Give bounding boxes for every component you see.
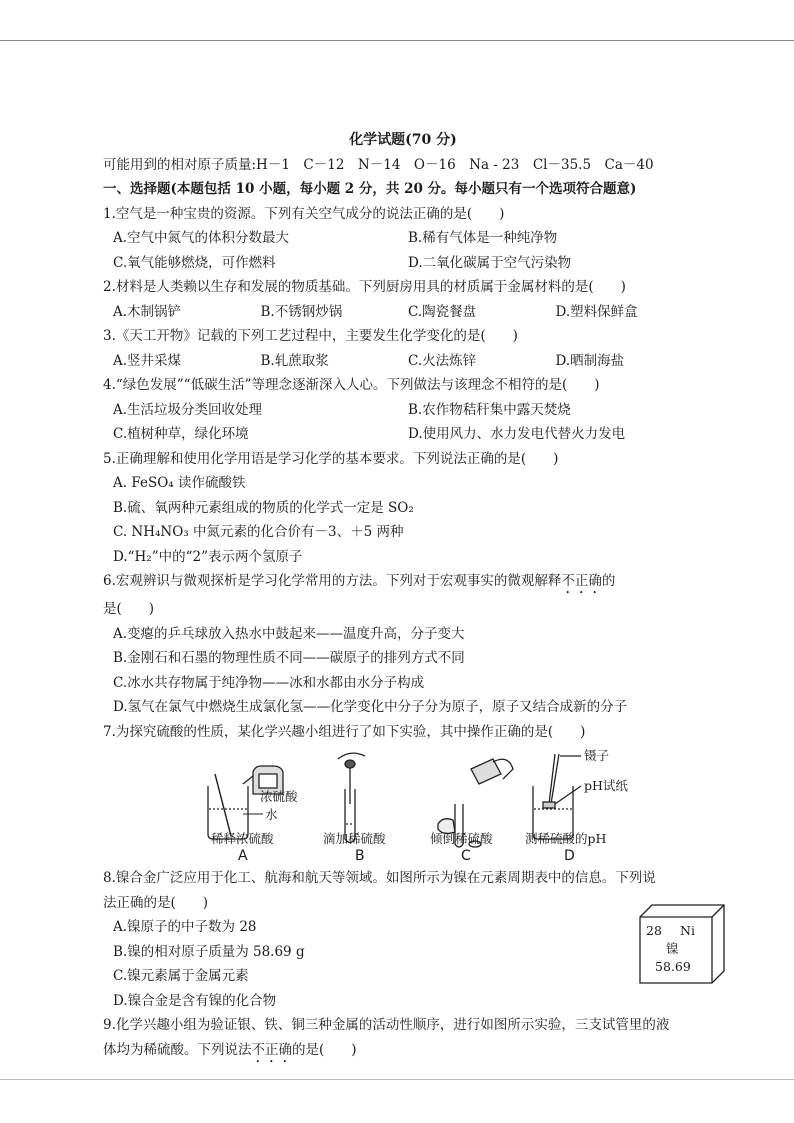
experiment-diagram (103, 744, 703, 866)
element-cell (638, 903, 728, 994)
question-3-stem: 3.《天工开物》记载的下列工艺过程中，主要发生化学变化的是( ) (103, 328, 518, 344)
question-6-stem-2: 是( ) (103, 601, 155, 617)
question-3-options (103, 349, 703, 374)
exam-page (103, 128, 703, 1066)
question-5-stem: 5.正确理解和使用化学用语是学习化学的基本要求。下列说法正确的是( ) (103, 450, 559, 467)
option-d: D.氢气在氯气中燃烧生成氯化氢——化学变化中分子分为原子，原子又结合成新的分子 (113, 699, 628, 715)
question-6-stem (103, 569, 703, 597)
option-d: D.使用风力、水力发电代替火力发电 (408, 426, 626, 442)
option-b: B.金刚石和石墨的物理性质不同——碳原子的排列方式不同 (113, 650, 465, 666)
option-a: A.木制锅铲 (113, 303, 182, 320)
option-a: A.空气中氮气的体积分数最大 (113, 230, 290, 246)
top-rule (0, 40, 794, 41)
question-9-stem: 9.化学兴趣小组为验证银、铁、铜三种金属的活动性顺序，进行如图所示实验，三支试管里的液 (103, 1017, 670, 1033)
element-mass: 58.69 (655, 958, 691, 974)
question-4-options-2 (103, 422, 703, 447)
letter-a: A (238, 848, 248, 864)
option-a: A. FeSO₄ 读作硫酸铁 (113, 475, 246, 491)
question-8-stem-2: 法正确的是( ) (103, 894, 209, 911)
option-c: C.冰水共存物属于纯净物——冰和水都由水分子构成 (113, 674, 425, 691)
question-2-stem: 2.材料是人类赖以生存和发展的物质基础。下列厨房用具的材质属于金属材料的是( ) (103, 279, 626, 295)
letter-d: D (564, 848, 575, 864)
question-2-options (103, 300, 703, 325)
stem-text: 6.宏观辨识与微观探析是学习化学常用的方法。下列对于宏观事实的微观解释 (103, 573, 562, 589)
option-c: C.陶瓷餐盘 (408, 303, 477, 320)
option-c: C.火法炼锌 (408, 352, 477, 369)
element-number: 28 (646, 922, 662, 938)
question-4-stem: 4.“绿色发展”“低碳生活”等理念逐渐深入人心。下列做法与该理念不相符的是( ) (103, 377, 600, 393)
section-heading: 一、选择题(本题包括 10 小题，每小题 2 分，共 20 分。每小题只有一个选项符合题意) (103, 181, 637, 197)
label-ph-paper: pH试纸 (584, 778, 628, 793)
question-1-options (103, 226, 703, 251)
option-c: C.植树种草，绿化环境 (113, 426, 249, 442)
stem-text-end: 的是( ) (292, 1041, 357, 1058)
option-a: A.生活垃圾分类回收处理 (113, 401, 263, 418)
caption-a: 稀释浓硫酸 (211, 831, 274, 846)
question-1-options-2 (103, 251, 703, 276)
element-name: 镍 (666, 940, 679, 956)
caption-c: 倾倒稀硫酸 (430, 831, 493, 846)
question-9-stem-2 (103, 1038, 703, 1066)
stem-text: 体均为稀硫酸。下列说法 (103, 1041, 252, 1058)
option-b: B.镍的相对原子质量为 58.69 g (113, 943, 305, 960)
option-b: B.轧蔗取浆 (260, 352, 329, 369)
question-8-stem: 8.镍合金广泛应用于化工、航海和航天等领域。如图所示为镍在元素周期表中的信息。下列说 (103, 870, 656, 886)
option-b: B.硫、氧两种元素组成的物质的化学式一定是 SO₂ (113, 499, 414, 516)
option-d: D.晒制海盐 (555, 352, 625, 369)
element-symbol: Ni (680, 922, 695, 938)
option-c: C.镍元素属于金属元素 (113, 968, 249, 984)
label-acid: 浓硫酸 (260, 789, 298, 804)
option-d: D.镍合金是含有镍的化合物 (113, 992, 277, 1009)
option-c: C. NH₄NO₃ 中氮元素的化合价有－3、＋5 两种 (113, 524, 404, 540)
option-b: B.不锈钢炒锅 (260, 303, 343, 320)
label-water: 水 (265, 807, 278, 822)
emphasis-text: 不正确 (561, 573, 602, 589)
letter-b: B (355, 848, 365, 864)
emphasis-text: 不正确 (251, 1041, 292, 1058)
question-8-body (103, 891, 703, 1014)
caption-b: 滴加稀硫酸 (323, 831, 386, 846)
experiment-figure (103, 744, 703, 866)
question-1-stem: 1.空气是一种宝贵的资源。下列有关空气成分的说法正确的是( ) (103, 205, 505, 222)
caption-d: 测稀硫酸的pH (525, 831, 607, 846)
option-b: B.稀有气体是一种纯净物 (408, 230, 558, 246)
question-4-options (103, 398, 703, 423)
atomic-mass-note: 可能用到的相对原子质量:H－1 C－12 N－14 O－16 Na - 23 Cl－35.5 Ca－40 (103, 156, 654, 173)
option-c: C.氧气能够燃烧，可作燃料 (113, 254, 276, 271)
option-a: A.镍原子的中子数为 28 (113, 919, 257, 935)
option-b: B.农作物秸秆集中露天焚烧 (408, 401, 571, 418)
page-title: 化学试题(70 分) (349, 132, 457, 148)
option-d: D.“H₂”中的“2”表示两个氢原子 (113, 548, 303, 565)
label-tweezers: 镊子 (584, 748, 610, 763)
question-7-stem: 7.为探究硫酸的性质，某化学兴趣小组进行了如下实验，其中操作正确的是( ) (103, 723, 586, 740)
option-a: A.竖井采煤 (113, 352, 182, 369)
option-a: A.变瘪的乒乓球放入热水中鼓起来——温度升高，分子变大 (113, 625, 465, 642)
letter-c: C (461, 848, 471, 864)
stem-text-end: 的 (601, 573, 616, 589)
bottom-rule (0, 1079, 794, 1080)
option-d: D.二氧化碳属于空气污染物 (408, 254, 572, 271)
option-d: D.塑料保鲜盒 (555, 303, 638, 320)
